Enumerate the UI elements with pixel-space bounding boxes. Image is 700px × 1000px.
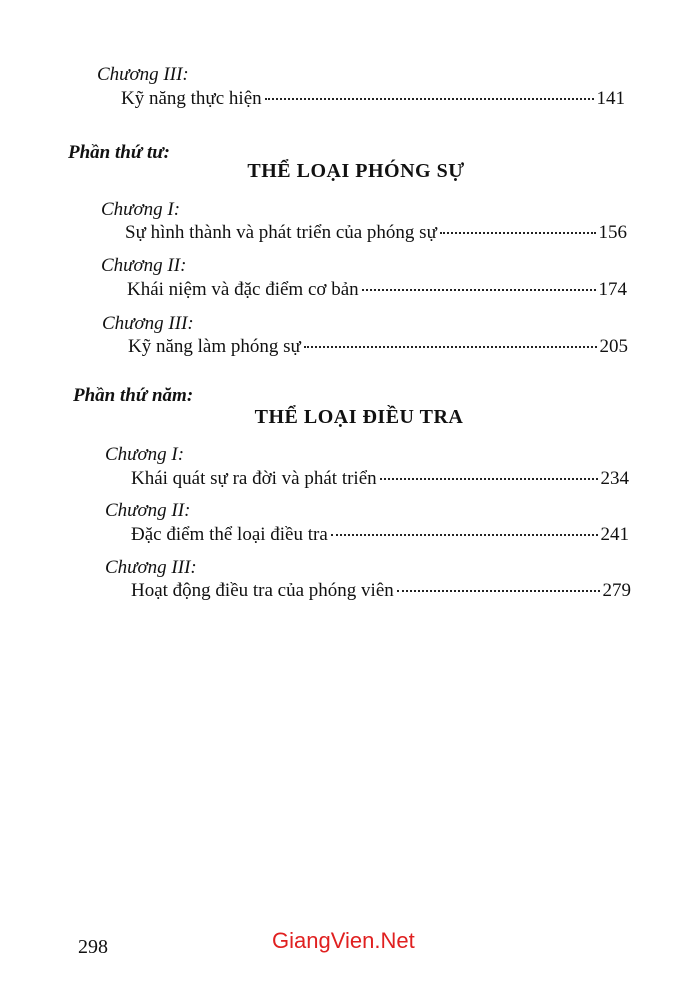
chapter-label: Chương II: <box>105 500 191 521</box>
toc-entry-page: 279 <box>602 580 631 601</box>
toc-entry <box>131 468 629 492</box>
toc-entry-page: 174 <box>598 279 627 300</box>
toc-entry-title: Đặc điểm thể loại điều tra <box>131 524 328 545</box>
toc-entry <box>131 580 631 604</box>
dot-leader <box>380 478 598 480</box>
dot-leader <box>265 98 594 100</box>
dot-leader <box>304 346 597 348</box>
toc-entry-title: Kỹ năng làm phóng sự <box>128 336 301 357</box>
chapter-label: Chương I: <box>105 444 185 465</box>
toc-entry-page: 205 <box>599 336 628 357</box>
toc-entry-title: Khái niệm và đặc điểm cơ bản <box>127 279 359 300</box>
dot-leader <box>331 534 598 536</box>
toc-entry-title: Khái quát sự ra đời và phát triển <box>131 468 377 489</box>
toc-entry-page: 141 <box>596 88 625 109</box>
chapter-label: Chương III: <box>102 313 194 334</box>
toc-entry-page: 234 <box>600 468 629 489</box>
toc-entry-title: Kỹ năng thực hiện <box>121 88 262 109</box>
chapter-label: Chương I: <box>101 199 181 220</box>
toc-entry <box>128 336 628 360</box>
part-label: Phần thứ tư: <box>68 142 170 163</box>
dot-leader <box>397 590 600 592</box>
dot-leader <box>362 289 596 291</box>
toc-entry <box>125 222 627 246</box>
toc-entry <box>121 88 625 112</box>
toc-entry-page: 241 <box>600 524 629 545</box>
dot-leader <box>440 232 596 234</box>
toc-entry <box>127 279 627 303</box>
chapter-label: Chương III: <box>105 557 197 578</box>
chapter-label: Chương II: <box>101 255 187 276</box>
toc-entry-title: Hoạt động điều tra của phóng viên <box>131 580 394 601</box>
page-number: 298 <box>78 936 108 958</box>
toc-entry-title: Sự hình thành và phát triển của phóng sự <box>125 222 437 243</box>
part-title: THỂ LOẠI PHÓNG SỰ <box>247 160 465 182</box>
toc-entry-page: 156 <box>598 222 627 243</box>
toc-entry <box>131 524 629 548</box>
watermark: GiangVien.Net <box>272 928 415 953</box>
chapter-label: Chương III: <box>97 64 189 85</box>
part-title: THỂ LOẠI ĐIỀU TRA <box>254 406 464 428</box>
part-label: Phần thứ năm: <box>73 385 194 406</box>
